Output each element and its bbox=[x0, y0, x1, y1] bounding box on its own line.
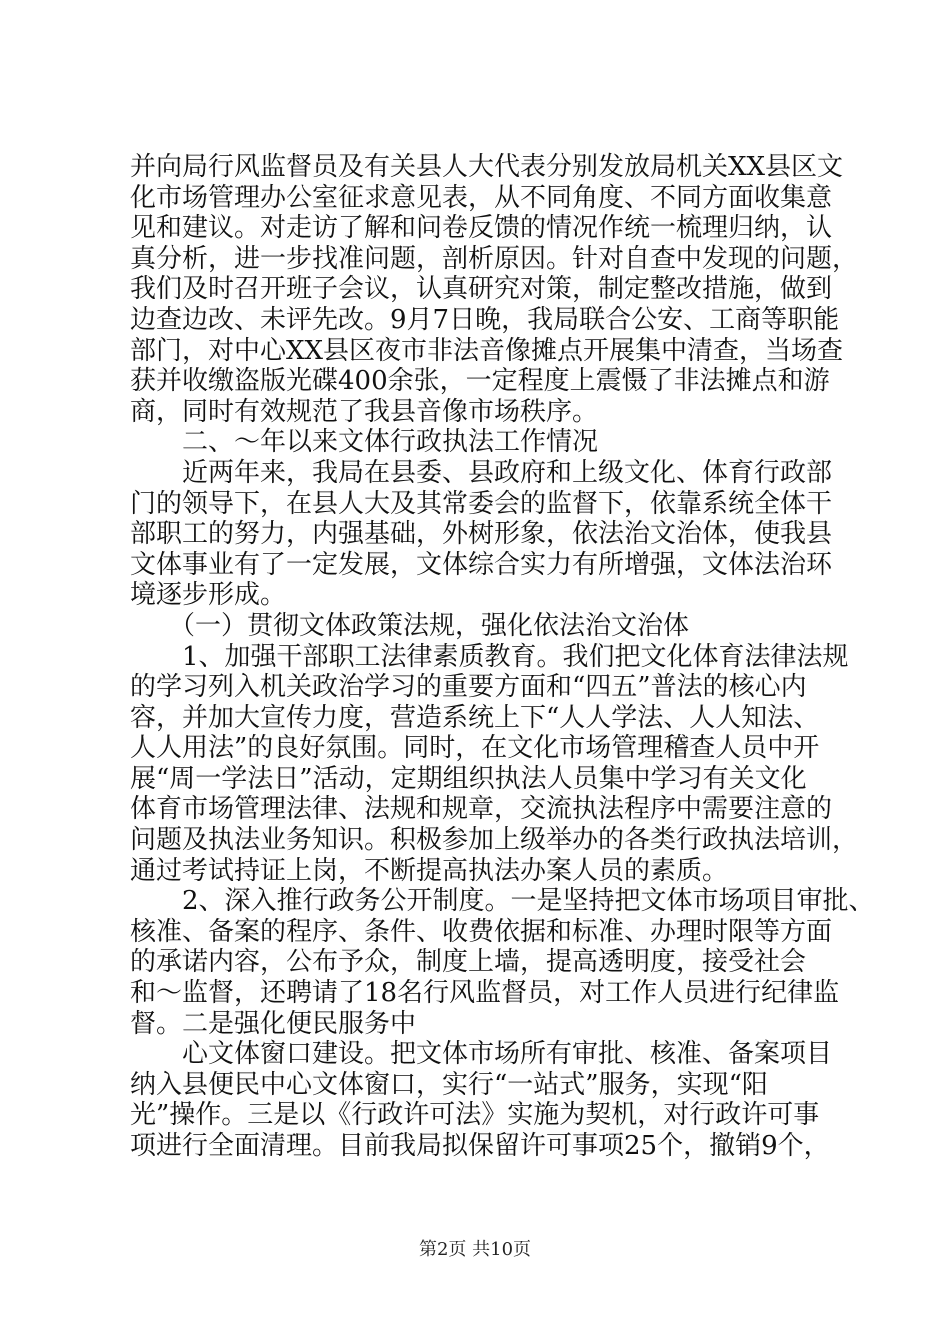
text-line: 部职工的努力，内强基础，外树形象，依法治文治体，使我县 bbox=[130, 519, 833, 550]
text-line: 核准、备案的程序、条件、收费依据和标准、办理时限等方面 bbox=[130, 916, 833, 947]
text-line: 心文体窗口建设。把文体市场所有审批、核准、备案项目 bbox=[130, 1039, 833, 1070]
page-number-footer: 第2页 共10页 bbox=[418, 1239, 532, 1260]
text-line: 和～监督，还聘请了18名行风监督员，对工作人员进行纪律监 bbox=[130, 978, 840, 1009]
text-line: 2、深入推行政务公开制度。一是坚持把文体市场项目审批、 bbox=[130, 886, 875, 917]
text-line: 化市场管理办公室征求意见表，从不同角度、不同方面收集意 bbox=[130, 182, 833, 213]
text-line: 的学习列入机关政治学习的重要方面和“四五”普法的核心内 bbox=[130, 672, 807, 703]
text-line: 近两年来，我局在县委、县政府和上级文化、体育行政部 bbox=[130, 457, 833, 488]
text-line: 1、加强干部职工法律素质教育。我们把文化体育法律法规 bbox=[130, 641, 849, 672]
text-line: 展“周一学法日”活动，定期组织执法人员集中学习有关文化 bbox=[130, 763, 807, 794]
text-line: 商，同时有效规范了我县音像市场秩序。 bbox=[130, 396, 599, 427]
text-line: 并向局行风监督员及有关县人大代表分别发放局机关XX县区文 bbox=[130, 152, 844, 182]
section-heading: 二、～年以来文体行政执法工作情况 bbox=[130, 427, 599, 458]
text-line: 的承诺内容，公布予众，制度上墙，提高透明度，接受社会 bbox=[130, 947, 807, 978]
text-line: 通过考试持证上岗，不断提高执法办案人员的素质。 bbox=[130, 855, 729, 886]
text-line: 问题及执法业务知识。积极参加上级举办的各类行政执法培训， bbox=[130, 825, 859, 856]
text-line: 人人用法”的良好氛围。同时，在文化市场管理稽查人员中开 bbox=[130, 733, 820, 764]
text-line: 体育市场管理法律、法规和规章，交流执法程序中需要注意的 bbox=[130, 794, 833, 825]
text-line: 容，并加大宣传力度，营造系统上下“人人学法、人人知法、 bbox=[130, 702, 820, 733]
document-body bbox=[130, 152, 875, 1162]
text-line: 文体事业有了一定发展，文体综合实力有所增强，文体法治环 bbox=[130, 549, 833, 580]
text-line: 光”操作。三是以《行政许可法》实施为契机，对行政许可事 bbox=[130, 1100, 820, 1131]
text-line: 督。二是强化便民服务中 bbox=[130, 1008, 417, 1039]
text-line: 真分析，进一步找准问题，剖析原因。针对自查中发现的问题， bbox=[130, 243, 859, 274]
text-line: 部门，对中心XX县区夜市非法音像摊点开展集中清查，当场查 bbox=[130, 335, 844, 366]
text-line: 门的领导下，在县人大及其常委会的监督下，依靠系统全体干 bbox=[130, 488, 833, 519]
text-line: 境逐步形成。 bbox=[130, 580, 287, 611]
text-line: 我们及时召开班子会议，认真研究对策，制定整改措施，做到 bbox=[130, 274, 833, 305]
text-line: 项进行全面清理。目前我局拟保留许可事项25个，撤销9个， bbox=[130, 1131, 830, 1161]
subsection-heading: （一）贯彻文体政策法规，强化依法治文治体 bbox=[130, 610, 690, 641]
text-line: 纳入县便民中心文体窗口，实行“一站式”服务，实现“阳 bbox=[130, 1069, 768, 1100]
text-line: 边查边改、未评先改。9月7日晚，我局联合公安、工商等职能 bbox=[130, 304, 840, 335]
text-line: 获并收缴盗版光碟400余张，一定程度上震慑了非法摊点和游 bbox=[130, 366, 830, 397]
text-line: 见和建议。对走访了解和问卷反馈的情况作统一梳理归纳，认 bbox=[130, 213, 833, 244]
